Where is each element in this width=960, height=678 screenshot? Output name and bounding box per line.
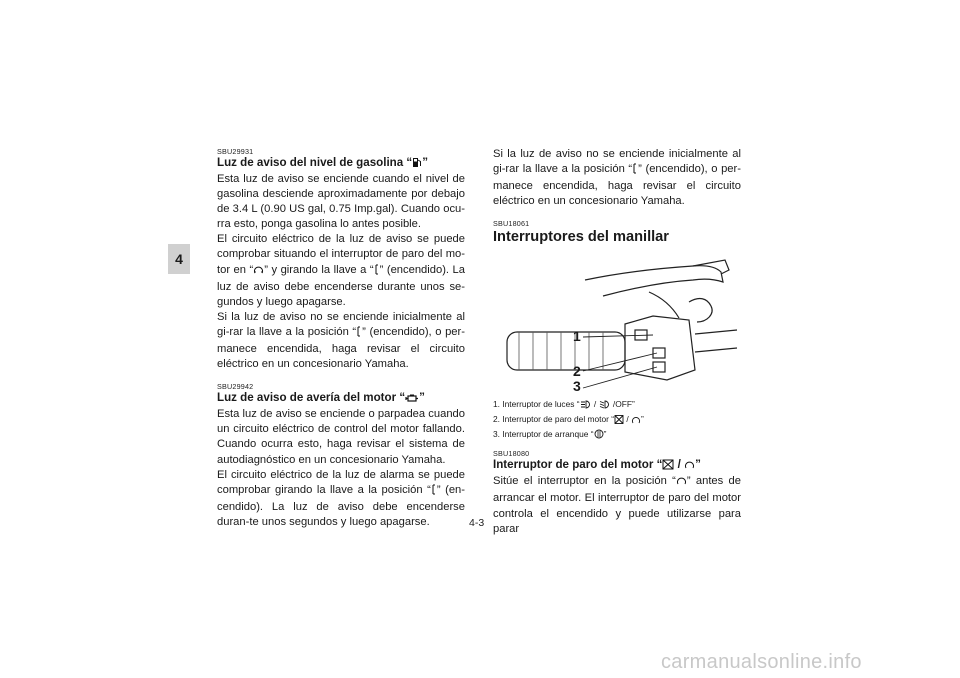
start-icon (594, 429, 604, 443)
watermark: carmanualsonline.info (661, 651, 862, 673)
handlebar-switches-heading: Interruptores del manillar (493, 229, 669, 246)
left-column (217, 147, 465, 530)
handlebar-drawing (493, 252, 741, 395)
section-code: SBU29942 (217, 382, 254, 392)
chapter-tab: 4 (168, 244, 190, 274)
fuel-warning-title: Luz de aviso del nivel de gasolina “ ” (217, 156, 465, 172)
fuel-warning-paragraph-1: Esta luz de aviso se enciende cuando el nivel de gasolina desciende aproximadamente por debajo de 3.4 L (0.90 US gal, 0.75 Imp.gal). Cuando ocu-rra esto, ponga gasolina lo antes posible. (217, 173, 465, 231)
engine-run-icon (676, 475, 687, 491)
engine-run-icon (253, 264, 264, 280)
engine-stop-icon (662, 459, 674, 474)
section-code: SBU18080 (493, 449, 530, 459)
engine-check-icon (405, 393, 419, 407)
engine-stop-icon (614, 415, 624, 428)
caption-item-3: 3. Interruptor de arranque “ ” (493, 428, 741, 443)
engine-trouble-warning-title: Luz de aviso de avería del motor “ ” (217, 391, 465, 407)
caption-item-2: 2. Interruptor de paro del motor “ / ” (493, 413, 741, 428)
engine-run-icon (631, 415, 641, 428)
headlight-low-icon (599, 400, 611, 413)
section-code: SBU18061 (493, 219, 530, 229)
engine-stop-switch-title: Interruptor de paro del motor “ / ” (493, 458, 741, 474)
engine-trouble-paragraph-2: El circuito eléctrico de la luz de alarma se puede comprobar girando la llave a la posición “ ” (en-cendido). La luz de aviso debe encenderse duran-te unos segundos y luego apagarse. (217, 468, 465, 528)
callout-3: 3 (573, 378, 581, 395)
page-number: 4-3 (469, 517, 485, 529)
headlight-high-icon (580, 400, 592, 413)
section-code: SBU29931 (217, 147, 254, 156)
engine-run-icon (684, 459, 695, 474)
fuel-warning-paragraph-2: El circuito eléctrico de la luz de aviso se puede comprobar situando el interruptor de paro del mo-tor en “ ” y girando la llave a “ ” (encendido). La luz de aviso debe encenderse durante unos se-gundos y luego apagarse. (217, 233, 465, 308)
handlebar-illustration (493, 252, 741, 395)
figure-caption-list (493, 398, 741, 443)
callout-1: 1 (573, 328, 581, 345)
caption-item-1: 1. Interruptor de luces “ / /OFF” (493, 398, 741, 413)
engine-trouble-paragraph-1: Esta luz de aviso se enciende o parpadea cuando un circuito eléctrico de control del motor fallando. Cuando ocurra esto, haga revisar el sistema de autodiagnóstico en un concesionario Yamaha. (217, 408, 465, 466)
fuel-warning-paragraph-3: Si la luz de aviso no se enciende inicialmente al gi-rar la llave a la posición “ ” (encendido), o per-manece encendida, haga revisar el circuito eléctrico en un concesionario Yamaha. (217, 310, 465, 371)
continued-paragraph: Si la luz de aviso no se enciende inicialmente al gi-rar la llave a la posición “ ” (encendido), o per-manece encendida, haga revisar el circuito eléctrico en un concesionario Yamaha. (493, 148, 741, 208)
fuel-pump-icon (412, 157, 422, 172)
callout-2: 2 (573, 363, 581, 380)
engine-stop-paragraph: Sitúe el interruptor en la posición “ ” antes de arrancar el motor. El interruptor de paro del motor controla el encendido y puede utilizarse para parar (493, 475, 741, 535)
right-column (493, 147, 741, 537)
